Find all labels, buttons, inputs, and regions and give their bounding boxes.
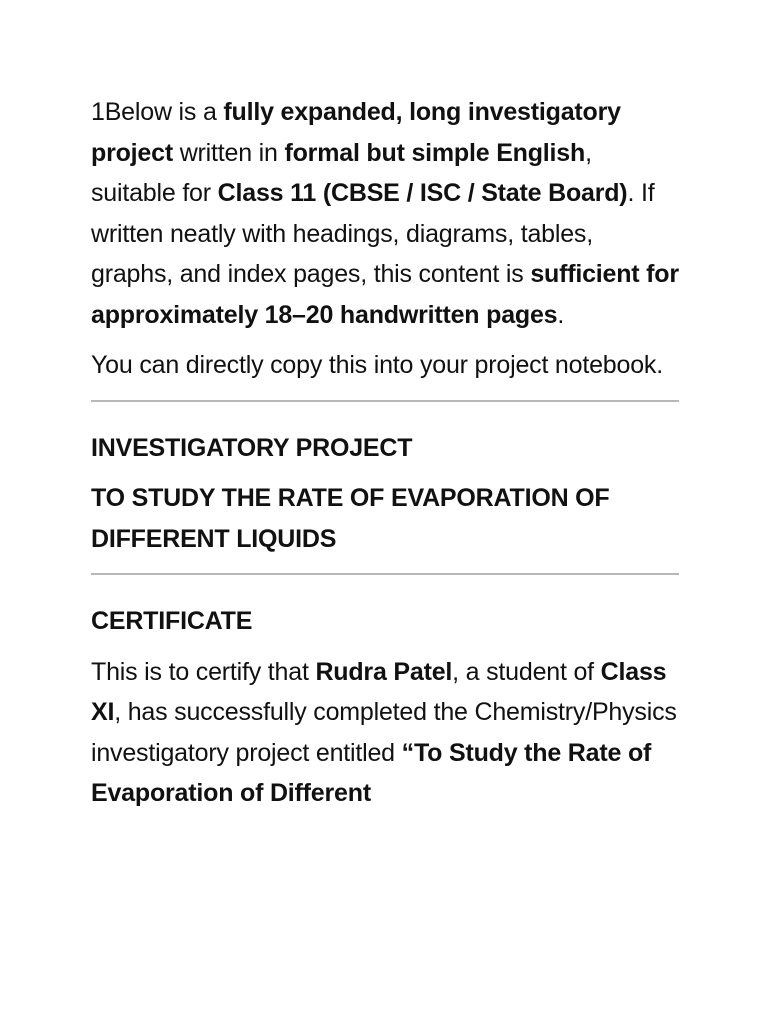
project-title-quote: “To Study the Rate of Evaporation of Different [91,738,652,807]
intro-text-4: . If written neatly with headings, diagrams, tables, graphs, and index pages, this content is [91,179,655,288]
intro-text-3: , suitable for [91,138,592,207]
divider-1 [91,400,679,402]
copy-note-paragraph: You can directly copy this into your project notebook. [91,351,663,379]
project-heading: INVESTIGATORY PROJECT [91,433,413,462]
intro-bold-3: Class 11 (CBSE / ISC / State Board) [217,179,628,207]
certificate-heading: CERTIFICATE [91,607,253,635]
certificate-paragraph [91,652,681,814]
intro-text-2: written in [172,138,285,167]
intro-paragraph [91,92,681,335]
intro-bold-2: formal but simple English [284,138,586,167]
intro-bold-1: fully expanded, long investigatory project [91,98,621,167]
document-body [91,92,681,814]
student-class: Class XI [91,657,667,726]
divider-2 [91,573,679,575]
student-name: Rudra Patel [315,657,453,686]
certificate-text-3: , has successfully completed the Chemistry/Physics investigatory project entitled [91,698,677,767]
certificate-text-2: , a student of [452,657,601,686]
intro-text-1: 1Below is a [91,98,224,126]
intro-bold-4: sufficient for approximately 18–20 handwritten pages [91,260,679,329]
certificate-text-1: This is to certify that [91,657,316,686]
project-title: TO STUDY THE RATE OF EVAPORATION OF DIFFERENT LIQUIDS [91,484,610,553]
intro-text-5: . [557,300,565,329]
